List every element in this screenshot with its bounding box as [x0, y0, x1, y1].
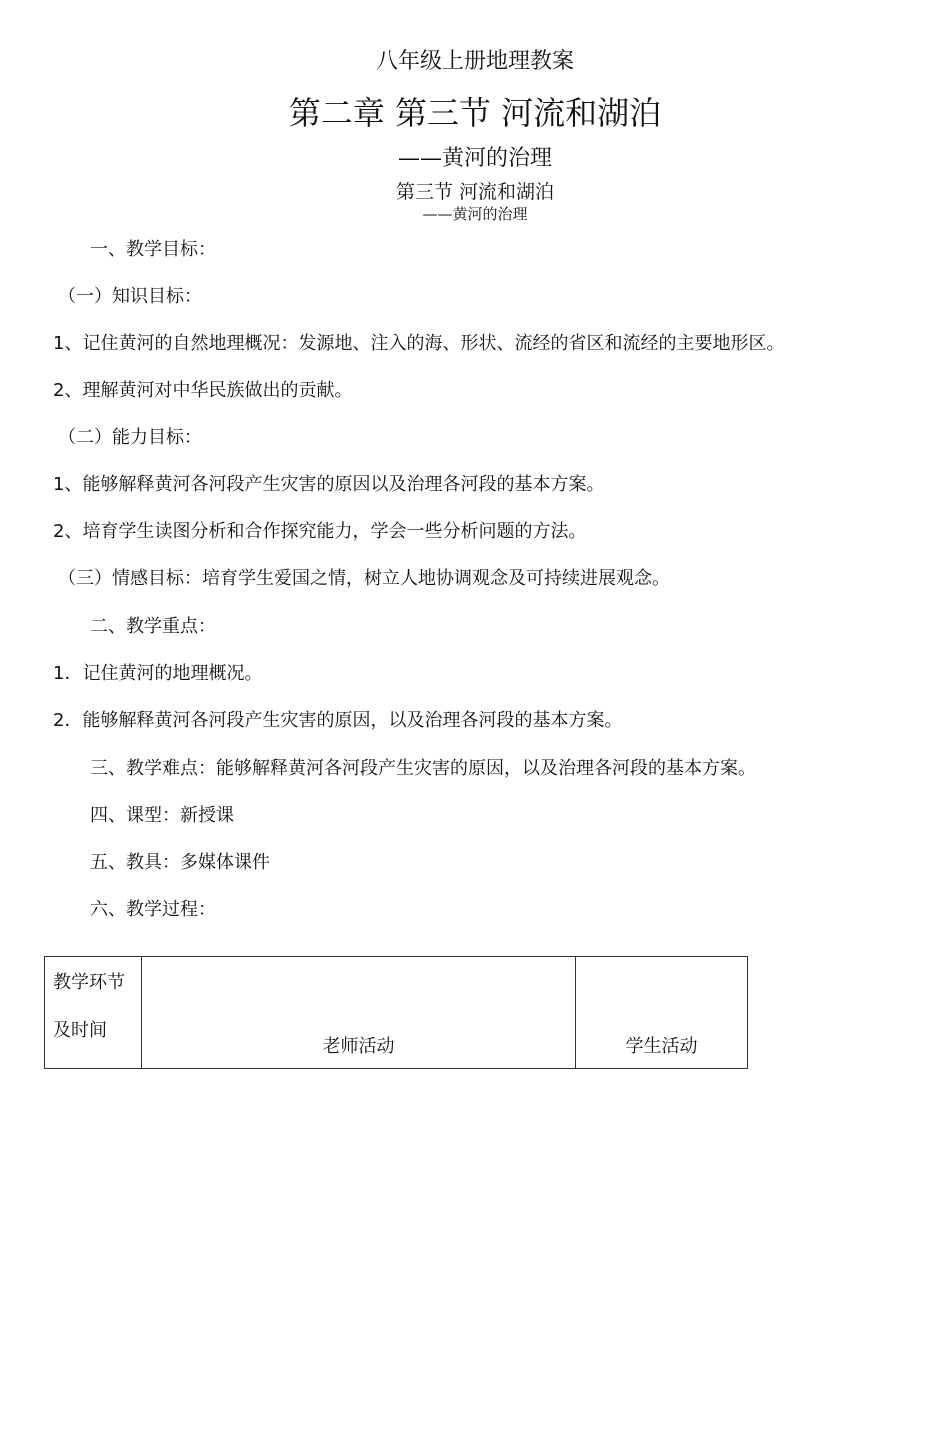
key-item-1: 1．记住黄河的地理概况。	[53, 663, 263, 684]
table-header-row	[45, 957, 748, 1069]
table-cell-teacher	[142, 957, 576, 1069]
cell-label-line2: 及时间	[53, 1020, 107, 1041]
teaching-tools: 五、教具：多媒体课件	[90, 852, 270, 873]
cell-label-line1: 教学环节	[53, 972, 125, 993]
student-activity-label: 学生活动	[625, 1036, 698, 1057]
section-subtitle: ——黄河的治理	[422, 205, 528, 223]
section-title: 第三节 河流和湖泊	[395, 181, 555, 203]
emotion-goal: （三）情感目标：培育学生爱国之情，树立人地协调观念及可持续进展观念。	[58, 568, 670, 589]
chapter-title: 第二章 第三节 河流和湖泊	[288, 94, 662, 132]
knowledge-item-2: 2、理解黄河对中华民族做出的贡献。	[53, 380, 353, 401]
table-cell-student	[576, 957, 748, 1069]
process-heading: 六、教学过程：	[90, 899, 216, 920]
table-cell-stage-time	[45, 957, 142, 1069]
knowledge-item-1: 1、记住黄河的自然地理概况：发源地、注入的海、形状、流经的省区和流经的主要地形区。	[53, 333, 785, 354]
process-table	[44, 956, 748, 1069]
ability-item-1: 1、能够解释黄河各河段产生灾害的原因以及治理各河段的基本方案。	[53, 474, 605, 495]
knowledge-heading: （一）知识目标：	[58, 286, 202, 307]
chapter-subtitle: ——黄河的治理	[397, 146, 552, 171]
ability-item-2: 2、培育学生读图分析和合作探究能力，学会一些分析问题的方法。	[53, 521, 587, 542]
school-title: 八年级上册地理教案	[375, 49, 574, 74]
teacher-activity-label: 老师活动	[322, 1036, 395, 1057]
goals-heading: 一、教学目标：	[90, 239, 216, 260]
difficulty: 三、教学难点：能够解释黄河各河段产生灾害的原因，以及治理各河段的基本方案。	[90, 758, 756, 779]
key-heading: 二、教学重点：	[90, 616, 216, 637]
lesson-type: 四、课型：新授课	[90, 805, 234, 826]
key-item-2: 2．能够解释黄河各河段产生灾害的原因，以及治理各河段的基本方案。	[53, 710, 623, 731]
ability-heading: （二）能力目标：	[58, 427, 202, 448]
